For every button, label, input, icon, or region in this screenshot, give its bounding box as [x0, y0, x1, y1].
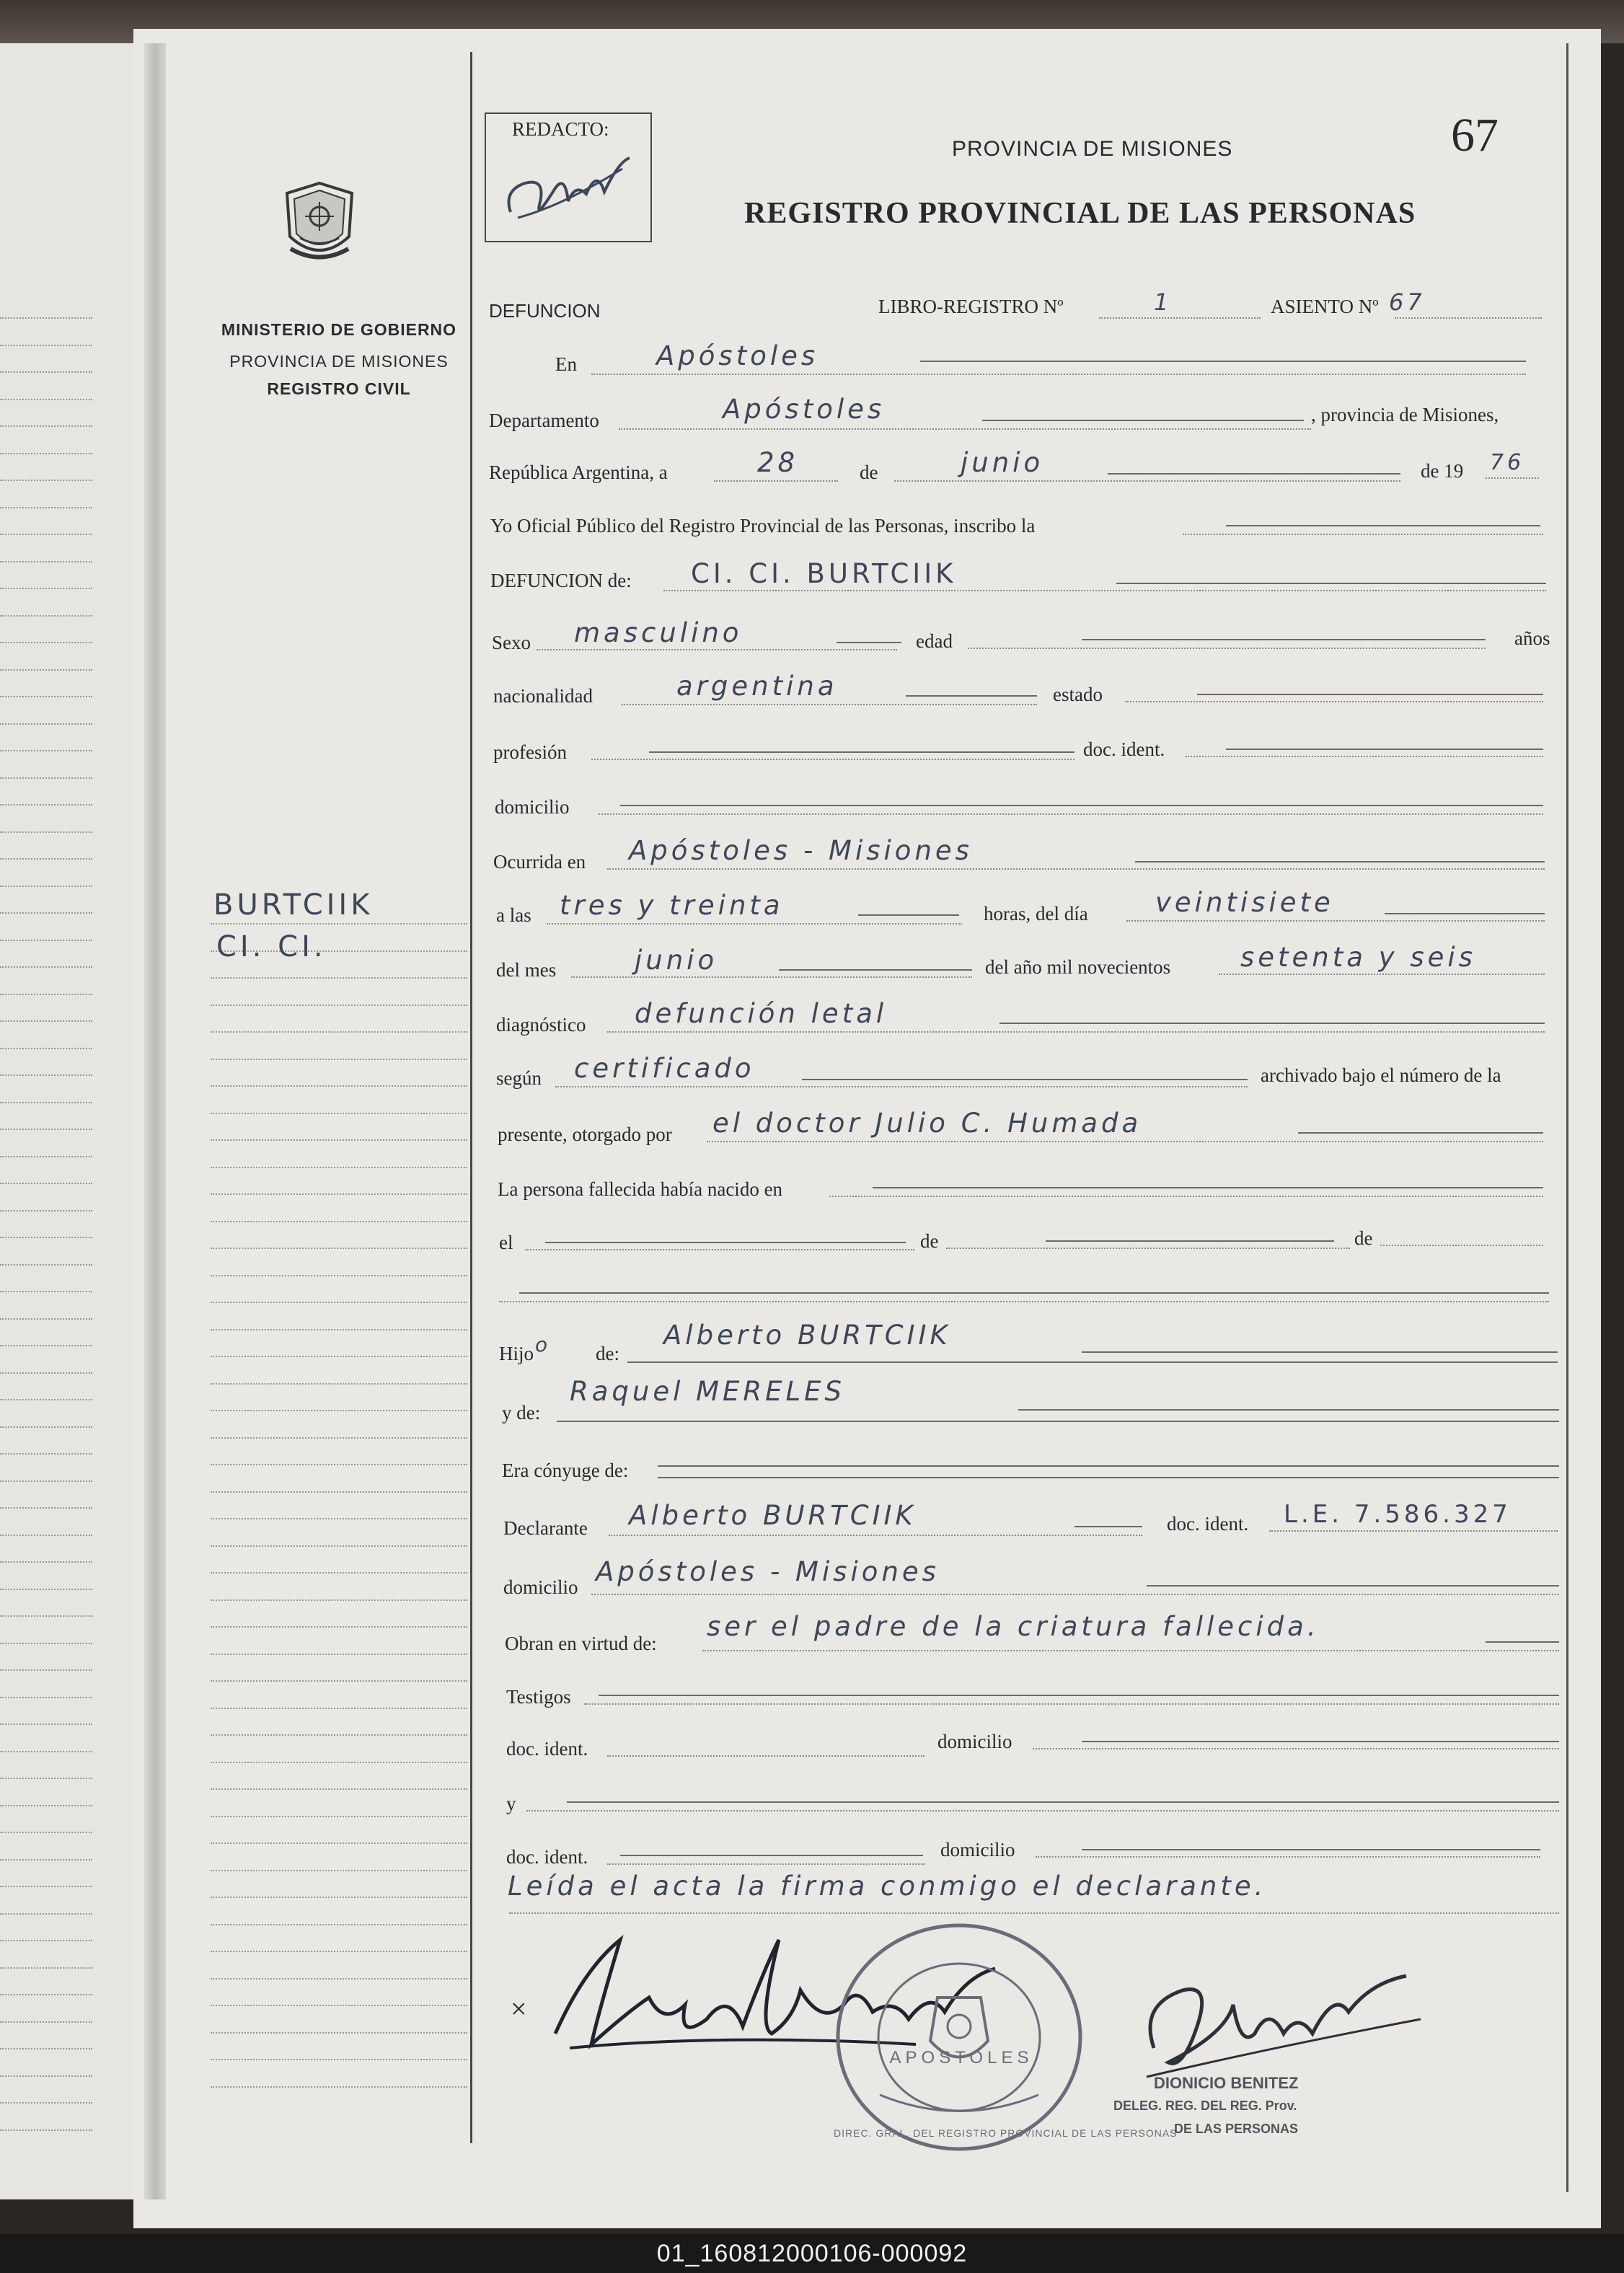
ruled-line — [0, 1913, 92, 1915]
padre-value: Alberto BURTCIIK — [663, 1320, 951, 1351]
oficial-dash-line — [1226, 525, 1540, 526]
domicilio-2-line — [1033, 1748, 1559, 1749]
ruled-line — [0, 994, 92, 995]
ruled-line — [0, 750, 92, 751]
diagnostico-line — [607, 1031, 1545, 1033]
year-value: 76 — [1490, 450, 1525, 475]
hijo-label: Hijo — [499, 1343, 534, 1364]
anio-value: setenta y seis — [1240, 942, 1476, 973]
ruled-line — [0, 2102, 92, 2104]
ruled-line — [0, 1589, 92, 1590]
y-de-label: y de: — [502, 1402, 541, 1424]
hijo-suffix: o — [535, 1333, 552, 1356]
declarante-value: Alberto BURTCIIK — [629, 1500, 917, 1531]
estado-label: estado — [1053, 684, 1103, 705]
ruled-line — [0, 2021, 92, 2023]
margin-ruled-line — [211, 1788, 467, 1790]
a-las-value: tres y treinta — [560, 890, 784, 921]
nacionalidad-dash-line — [906, 695, 1037, 697]
a-las-line — [547, 923, 962, 924]
margin-ruled-line — [211, 977, 467, 979]
doc-ident-3-dash-line — [620, 1855, 923, 1856]
margin-ruled-line — [211, 1005, 467, 1006]
en-line — [591, 374, 1526, 375]
madre-line — [557, 1421, 1559, 1422]
ruled-line — [0, 399, 92, 400]
ruled-line — [0, 507, 92, 508]
ruled-line — [0, 1264, 92, 1266]
diagnostico-value: defunción letal — [635, 998, 888, 1029]
margin-ruled-line — [211, 1139, 467, 1141]
segun-dash-line — [802, 1079, 1248, 1080]
padre-dash-line — [1082, 1351, 1558, 1353]
margin-ruled-line — [211, 1545, 467, 1547]
testigos-line — [584, 1703, 1559, 1705]
month-line — [894, 480, 1400, 482]
doc-ident-label: doc. ident. — [1083, 738, 1165, 760]
declarante-line — [609, 1535, 1142, 1536]
a-las-dash-line — [858, 914, 959, 916]
page-number: 67 — [1451, 109, 1499, 162]
de1-label: de — [920, 1230, 939, 1252]
oficial-line — [1183, 534, 1543, 535]
de2-label: de — [1354, 1227, 1373, 1249]
margin-ruled-line — [211, 1113, 467, 1114]
ruled-line — [0, 534, 92, 535]
testigos-label: Testigos — [506, 1686, 571, 1708]
estado-dash-line — [1197, 694, 1543, 695]
segun-label: según — [496, 1067, 542, 1089]
margin-ruled-line — [211, 1275, 467, 1276]
el-label: el — [499, 1232, 513, 1253]
doc-ident-2-label: doc. ident. — [506, 1738, 588, 1760]
seal-center-text: APOSTOLES — [889, 2048, 1033, 2067]
margin-ruled-line — [211, 1410, 467, 1411]
declarante-label: Declarante — [503, 1517, 588, 1539]
margin-ruled-line — [211, 1221, 467, 1222]
closing-statement: Leída el acta la firma conmigo el declarante. — [508, 1871, 1267, 1902]
year-label: de 19 — [1421, 460, 1464, 482]
margin-ruled-line — [211, 2005, 467, 2006]
ruled-line — [0, 966, 92, 968]
provincia-text: , provincia de Misiones, — [1311, 404, 1499, 425]
sexo-line — [537, 649, 897, 650]
oficial-text: Yo Oficial Público del Registro Provincial de las Personas, inscribo la — [490, 515, 1036, 537]
domicilio-declarante-dash-line — [1147, 1585, 1559, 1586]
ruled-line — [0, 1507, 92, 1509]
declarante-doc-value: L.E. 7.586.327 — [1284, 1500, 1512, 1529]
redacto-initials-icon — [496, 140, 640, 234]
ruled-line — [0, 2048, 92, 2049]
defuncion-de-line — [663, 590, 1546, 591]
departamento-label: Departamento — [489, 410, 599, 431]
nacionalidad-label: nacionalidad — [493, 685, 593, 707]
margin-ruled-line — [211, 1193, 467, 1195]
mes-line — [571, 976, 972, 978]
margin-ruled-line — [211, 1626, 467, 1628]
ruled-line — [0, 1751, 92, 1752]
header-province: PROVINCIA DE MISIONES — [952, 137, 1233, 161]
sexo-label: Sexo — [492, 632, 531, 653]
ruled-line — [0, 1723, 92, 1725]
ruled-line — [0, 1832, 92, 1833]
asiento-line — [1395, 317, 1542, 319]
ruled-line — [0, 1156, 92, 1157]
en-dash-line — [920, 361, 1526, 362]
horas-label: horas, del día — [984, 903, 1088, 924]
dia-line — [1126, 920, 1545, 922]
el-line — [525, 1249, 914, 1250]
del-mes-label: del mes — [496, 959, 557, 981]
ruled-line — [0, 669, 92, 671]
presente-line — [707, 1141, 1543, 1142]
margin-ruled-line — [211, 1302, 467, 1303]
presente-label: presente, otorgado por — [498, 1124, 672, 1145]
conyuge-label: Era cónyuge de: — [502, 1460, 629, 1481]
dia-dash-line — [1385, 913, 1545, 914]
defuncion-de-label: DEFUNCION de: — [490, 570, 632, 591]
domicilio-2-label: domicilio — [937, 1731, 1012, 1752]
ruled-line — [0, 1399, 92, 1400]
domicilio-line — [599, 813, 1543, 815]
anio-line — [1219, 974, 1545, 975]
provincial-emblem-icon — [280, 180, 359, 267]
ruled-line — [0, 615, 92, 617]
ruled-line — [0, 1453, 92, 1455]
ruled-line — [0, 2075, 92, 2077]
edad-dash-line — [1082, 639, 1486, 640]
book-spine — [144, 43, 166, 2199]
domicilio-2-dash-line — [1082, 1741, 1559, 1742]
margin-ruled-line — [211, 1518, 467, 1519]
edad-line — [968, 648, 1486, 649]
y-label: y — [506, 1793, 516, 1814]
sexo-value: masculino — [574, 617, 743, 648]
declarante-doc-line — [1269, 1530, 1558, 1532]
nacido-label: La persona fallecida había nacido en — [498, 1178, 783, 1200]
asiento-value: 67 — [1389, 288, 1426, 316]
ruled-line — [0, 2129, 92, 2131]
margin-divider — [470, 52, 472, 2143]
page-title: REGISTRO PROVINCIAL DE LAS PERSONAS — [744, 197, 1416, 230]
obran-line — [702, 1650, 1559, 1651]
declarante-doc-label: doc. ident. — [1167, 1513, 1249, 1535]
ruled-line — [0, 831, 92, 833]
blank-line — [499, 1301, 1549, 1302]
ruled-line — [0, 696, 92, 697]
domicilio-3-dash-line — [1082, 1849, 1540, 1850]
obran-value: ser el padre de la criatura fallecida. — [707, 1611, 1320, 1642]
anos-label: años — [1514, 627, 1550, 649]
margin-ruled-line — [211, 1491, 467, 1493]
ruled-line — [0, 371, 92, 373]
domicilio-dash-line — [620, 805, 1543, 806]
padre-line — [627, 1361, 1558, 1363]
ruled-line — [0, 1183, 92, 1184]
margin-ruled-line — [211, 1924, 467, 1925]
redacto-label: REDACTO: — [512, 118, 609, 140]
ruled-line — [0, 1697, 92, 1698]
en-value: Apóstoles — [656, 340, 819, 371]
margin-ruled-line — [211, 1248, 467, 1249]
asiento-label: ASIENTO Nº — [1271, 296, 1379, 317]
ruled-line — [0, 912, 92, 914]
ruled-line — [0, 425, 92, 427]
official-stamp-title: DELEG. REG. DEL REG. Prov. — [1113, 2098, 1297, 2113]
domicilio-declarante-line — [591, 1594, 1559, 1595]
domicilio-3-label: domicilio — [940, 1839, 1015, 1861]
margin-ruled-line — [211, 1654, 467, 1655]
ruled-line — [0, 1426, 92, 1428]
margin-ruled-line — [211, 1870, 467, 1871]
mes-value: junio — [635, 945, 718, 976]
y-dash-line — [567, 1801, 1559, 1803]
ruled-line — [0, 1237, 92, 1238]
presente-dash-line — [1298, 1132, 1543, 1134]
margin-ruled-line — [211, 1572, 467, 1574]
ruled-line — [0, 1535, 92, 1536]
defuncion-de-value: CI. CI. BURTCIIK — [691, 558, 957, 589]
y-line — [526, 1810, 1559, 1811]
ruled-line — [0, 1940, 92, 1941]
ruled-line — [0, 1561, 92, 1563]
year-line — [1486, 477, 1539, 479]
ruled-line — [0, 1020, 92, 1022]
libro-label: LIBRO-REGISTRO Nº — [878, 296, 1064, 317]
margin-ruled-line — [211, 923, 467, 924]
ministry-label: MINISTERIO DE GOBIERNO — [221, 320, 457, 339]
ruled-line — [0, 804, 92, 806]
diagnostico-label: diagnóstico — [496, 1014, 586, 1036]
departamento-dash-line — [982, 420, 1304, 421]
de2-line — [1380, 1245, 1543, 1246]
conyuge-line — [658, 1477, 1559, 1478]
ocurrida-line — [607, 868, 1545, 870]
domicilio-declarante-value: Apóstoles - Misiones — [596, 1556, 940, 1587]
ruled-line — [0, 561, 92, 562]
de1-dash-line — [1046, 1240, 1334, 1242]
domicilio-declarante-label: domicilio — [503, 1576, 578, 1598]
segun-value: certificado — [574, 1053, 755, 1084]
ruled-line — [0, 453, 92, 454]
ruled-line — [0, 480, 92, 481]
estado-line — [1125, 701, 1543, 702]
margin-ruled-line — [211, 1951, 467, 1952]
month-value: junio — [961, 447, 1044, 478]
hijo-de-label: de: — [596, 1343, 619, 1364]
margin-ruled-line — [211, 1356, 467, 1357]
margin-ruled-line — [211, 1167, 467, 1168]
ruled-line — [0, 345, 92, 346]
ruled-line — [0, 1210, 92, 1211]
ruled-line — [0, 1967, 92, 1969]
madre-dash-line — [1018, 1409, 1559, 1411]
testigos-dash-line — [599, 1695, 1559, 1696]
ruled-line — [0, 1886, 92, 1887]
ruled-line — [0, 317, 92, 319]
doc-ident-dash-line — [1226, 749, 1543, 750]
republica-label: República Argentina, a — [489, 462, 668, 483]
profesion-label: profesión — [493, 741, 567, 763]
doc-ident-3-line — [607, 1863, 924, 1865]
madre-value: Raquel MERELES — [570, 1376, 845, 1407]
redacto-box — [485, 112, 652, 242]
ruled-line — [0, 1372, 92, 1374]
defuncion-de-dash-line — [1116, 583, 1546, 584]
doc-ident-2-line — [607, 1755, 924, 1757]
ruled-line — [0, 1074, 92, 1076]
doc-type-label: DEFUNCION — [489, 300, 601, 322]
obran-label: Obran en virtud de: — [505, 1633, 657, 1654]
official-seal-icon — [822, 1918, 1178, 2156]
ruled-line — [0, 1805, 92, 1806]
margin-ruled-line — [211, 1085, 467, 1087]
conyuge-upper-line — [658, 1465, 1559, 1467]
ruled-line — [0, 858, 92, 860]
nacionalidad-line — [622, 704, 1037, 705]
ruled-line — [0, 1048, 92, 1049]
ruled-line — [0, 1778, 92, 1779]
margin-ruled-line — [211, 1734, 467, 1736]
libro-line — [1099, 317, 1261, 319]
margin-ruled-line — [211, 1680, 467, 1682]
blank-dash-line — [519, 1292, 1549, 1294]
form-right-border — [1566, 43, 1568, 2192]
margin-ruled-line — [211, 2086, 467, 2088]
ruled-line — [0, 1102, 92, 1103]
doc-ident-line — [1186, 756, 1543, 757]
margin-ruled-line — [211, 1383, 467, 1385]
margin-note-surname: BURTCIIK — [213, 888, 374, 922]
margin-note-initials: CI. CI. — [216, 930, 327, 963]
a-las-label: a las — [496, 904, 531, 926]
margin-ruled-line — [211, 1978, 467, 1980]
margin-ruled-line — [211, 1708, 467, 1709]
diagnostico-dash-line — [999, 1023, 1545, 1024]
day-line — [714, 480, 838, 482]
document-id-footer: 01_160812000106-000092 — [0, 2234, 1624, 2273]
ruled-line — [0, 1643, 92, 1644]
nacido-line — [829, 1196, 1543, 1197]
closing-line — [509, 1912, 1559, 1914]
edad-label: edad — [916, 630, 953, 652]
libro-value: 1 — [1154, 288, 1173, 316]
ocurrida-value: Apóstoles - Misiones — [629, 835, 973, 866]
en-label: En — [555, 353, 577, 375]
profesion-line — [591, 759, 1074, 760]
ruled-line — [0, 1669, 92, 1671]
ruled-line — [0, 723, 92, 725]
ruled-line — [0, 1480, 92, 1482]
margin-ruled-line — [211, 1842, 467, 1844]
ruled-line — [0, 1345, 92, 1346]
archivado-label: archivado bajo el número de la — [1261, 1064, 1501, 1086]
day-value: 28 — [757, 447, 799, 478]
ruled-line — [0, 1615, 92, 1617]
month-dash-line — [1108, 473, 1400, 475]
dia-value: veintisiete — [1155, 887, 1334, 918]
sexo-dash-line — [837, 642, 901, 643]
de1-line — [946, 1248, 1350, 1249]
obran-dash-line — [1486, 1641, 1559, 1643]
ruled-line — [0, 940, 92, 941]
margin-ruled-line — [211, 1437, 467, 1439]
domicilio-3-line — [1036, 1856, 1540, 1858]
doc-ident-3-label: doc. ident. — [506, 1846, 588, 1868]
margin-ruled-line — [211, 1897, 467, 1898]
anio-label: del año mil novecientos — [985, 956, 1171, 978]
ruled-line — [0, 1129, 92, 1130]
segun-line — [555, 1086, 1248, 1087]
ruled-line — [0, 777, 92, 779]
ocurrida-dash-line — [1135, 861, 1545, 862]
profesion-dash-line — [649, 751, 1074, 753]
mes-dash-line — [779, 969, 972, 971]
el-dash-line — [545, 1242, 906, 1243]
province-label: PROVINCIA DE MISIONES — [229, 352, 449, 371]
ocurrida-label: Ocurrida en — [493, 851, 586, 873]
ruled-line — [0, 642, 92, 643]
ruled-line — [0, 886, 92, 887]
margin-ruled-line — [211, 2032, 467, 2034]
ruled-line — [0, 1291, 92, 1292]
margin-ruled-line — [211, 1031, 467, 1033]
de-label: de — [860, 462, 878, 483]
margin-ruled-line — [211, 1762, 467, 1763]
nacionalidad-value: argentina — [676, 671, 838, 702]
official-stamp-office: DE LAS PERSONAS — [1174, 2122, 1299, 2136]
presente-value: el doctor Julio C. Humada — [712, 1108, 1142, 1139]
office-label: REGISTRO CIVIL — [267, 379, 411, 398]
departamento-line — [619, 428, 1311, 430]
departamento-value: Apóstoles — [723, 394, 886, 425]
margin-ruled-line — [211, 1059, 467, 1060]
margin-ruled-line — [211, 1816, 467, 1817]
margin-ruled-line — [211, 2059, 467, 2060]
seal-ring-text: DIREC. GRAL. DEL REGISTRO PROVINCIAL DE LAS PERSONAS — [834, 2127, 1178, 2139]
official-stamp-name: DIONICIO BENITEZ — [1154, 2074, 1299, 2092]
ruled-line — [0, 588, 92, 589]
margin-ruled-line — [211, 1329, 467, 1330]
ruled-line — [0, 1318, 92, 1320]
nacido-dash-line — [873, 1187, 1543, 1188]
domicilio-label: domicilio — [495, 796, 570, 818]
ruled-line — [0, 1859, 92, 1861]
declarante-dash-line — [1074, 1526, 1142, 1527]
ruled-line — [0, 1994, 92, 1995]
margin-ruled-line — [211, 1464, 467, 1465]
signature-mark: × — [511, 1992, 527, 2025]
margin-ruled-line — [211, 1599, 467, 1601]
